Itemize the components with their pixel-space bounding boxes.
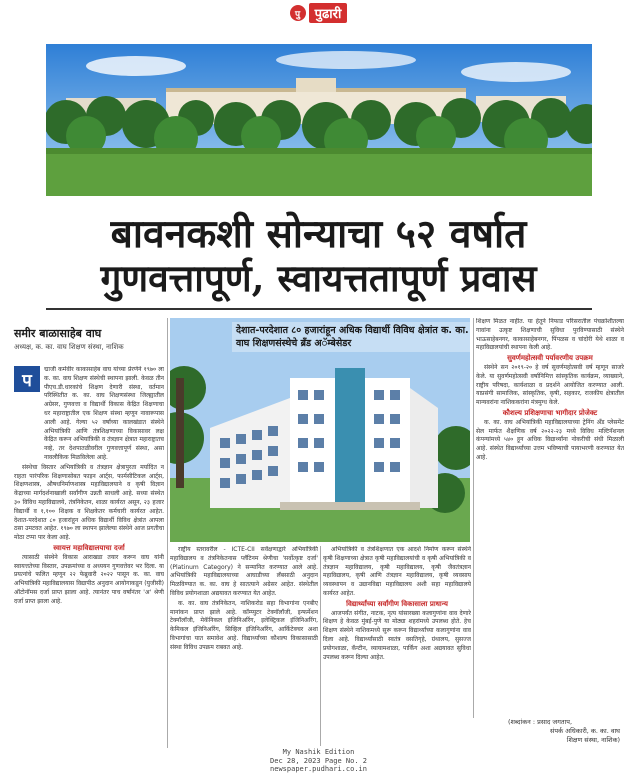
paragraph: द्माजी कर्मवीर काकासाहेब वाघ यांच्या प्रेरणेने १९७० ला क. का. वाघ शिक्षण संस्थेची स्थापना झाली. केवळ तीन पीएच.डी.धारकांचे शिक्षण देणारी संस्था, वर्तमान परिस्थितीत क. का. वाघ शिक्षणसंस्था जिल्ह्यातील अग्रेसर, गुणवत्ता व विद्यार्थी विकास केंद्रित शिक्षणाचा धर महाराष्ट्रातील एक शिक्षण संस्था म्हणून नावारूपास आली आहे. गेल्या ५२ वर्षांच्या कालखंडात संस्थेने अभियांत्रिकी आणि तंत्रशिक्षणाच्या विकासावर लक्ष केंद्रित करून अभियांत्रिकी व तंत्रज्ञान क्षेत्रात महाराष्ट्रातच नव्हे, तर देशपातळीवरील गुणवत्तापूर्ण संस्था, असा नावलौकिक मिळविलेला आहे. [44, 366, 164, 461]
article-column-1 [14, 366, 164, 742]
headline-line-1: बावनकशी सोन्याचा ५२ वर्षात [110, 211, 527, 257]
paragraph: संस्थेचा विस्तार अभियांत्रिकी व तंत्रज्ञान क्षेत्रापुरता मर्यादित न राहता पारंपरिक शिक्षणासोबत फाइन आर्ट्स, फार्मसीटिकल आर्ट्स, शिक्षणशास्त्र, औषधनिर्माणशास्त्र महाविद्यालयाने व कृषी विज्ञान केंद्राच्या मार्गदर्शनाखाली सर्वांगीण उन्नती साधली आहे. सध्या संस्थेत ३० विविध महाविद्यालये, तंत्रनिकेतन, शाळा कार्यरत असून, २३ हजार विद्यार्थी व १,१०० शिक्षक व शिक्षकेतर कर्मचारी कार्यरत आहेत. देशात-परदेशात ८० हजारांहून अधिक विद्यार्थी विविध क्षेत्रांत आपला ठसा उमटवत आहेत. १९७० ला स्थापन झालेल्या संस्थेने आज प्रगतीचा मोठा टप्पा पार केला आहे. [14, 463, 164, 542]
edition-url[interactable]: newspaper.pudhari.co.in [270, 765, 367, 773]
section-subhead: कौशल्य प्रशिक्षणाचा भागीदार प्रोजेक्ट [502, 408, 598, 417]
article-column-2 [170, 546, 318, 746]
paragraph: आजपर्यंत संगीत, नाटक, नृत्य यांसारख्या कलागुणांना वाव देणारे शिक्षण हे केवळ मुंबई-पुणे या मोठ्या शहरांमध्ये उपलब्ध होते. हेच शिक्षण संस्थेने नाशिकमध्ये सुरू करून विद्यार्थ्यांच्या कलागुणांना वाव दिला आहे. विद्यार्थ्यांसाठी स्वतंत्र वसतिगृहे, ग्रंथालय, सुसज्ज प्रयोगशाळा, कॅन्टीन, व्यायामशाळा, पार्किंग अशा अद्ययावत सुविधा उपलब्ध करून दिल्या आहेत. [323, 609, 471, 661]
article-column-3 [323, 546, 471, 746]
headline-line-2: गुणवत्तापूर्ण, स्वायत्ततापूर्ण प्रवास [100, 256, 537, 300]
drop-cap: प [14, 366, 40, 392]
headline-rule [46, 308, 592, 310]
paragraph: राष्ट्रीय स्तरावरील - ICTE-CII सर्वेक्षणाद्वारे अभियांत्रिकी महाविद्यालय व तंत्रनिकेतनास प्लॅटिनम श्रेणीचा 'सर्वोत्कृष्ट दर्जा' (Platinum Category) ने सन्मानित करण्यात आले आहे. अभियांत्रिकी महाविद्यालयाच्या आघाडीच्या लॅबसाठी अनुदान मिळविण्यात क. का. वाघ हे सातत्याने अग्रेसर आहेत. संस्थेतील विविध प्रयोगशाळा अद्ययावत करण्यात येत आहेत. [170, 546, 318, 597]
paragraph: अभियांत्रिकी व तंत्रशिक्षणात एक आदर्श निर्माण करून संस्थेने कृषी शिक्षणाच्या क्षेत्रात कृषी महाविद्यालयांची व कृषी अभियांत्रिकी व तंत्रज्ञान महाविद्यालय, कृषी महाविद्यालय, कृषी जैवतंत्रज्ञान महाविद्यालय, कृषी आणि तंत्रज्ञान महाविद्यालय, कृषी व्यवसाय व्यवस्थापन व उद्यानविद्या महाविद्यालय अशी सहा महाविद्यालये कार्यरत आहेत. [323, 546, 471, 597]
campus-photo [46, 44, 592, 196]
edition-footer [0, 748, 637, 774]
credit-line-1: (शब्दांकन : प्रसाद जगताप, [507, 718, 573, 726]
credit-line-3: शिक्षण संस्था, नाशिक) [566, 736, 620, 744]
paragraph: क. का. वाघ तंत्रनिकेतन, नाशिकरोड सहा विभागांना एनबीए मानांकन प्राप्त झाले आहे. कॉम्प्युटर टेक्नॉलॉजी, इन्फर्मेशन टेक्नॉलॉजी, मेकॅनिकल इंजिनिअरिंग, इलेक्ट्रिकल इंजिनिअरिंग, केमिकल इंजिनिअरिंग, सिव्हिल इंजिनिअरिंग, आर्किटेक्चर अशा विभागांचा यात समावेश आहे. विद्यार्थ्यांच्या कौशल्य विकासासाठी संस्था विविध उपक्रम राबवत आहे. [170, 599, 318, 651]
article-column-4 [476, 318, 624, 714]
column-divider [320, 546, 321, 746]
author-name: समीर बाळासाहेब वाघ [14, 327, 102, 340]
section-subhead: स्वायत्त महाविद्यालयाचा दर्जा [53, 543, 125, 552]
paragraph: संस्थेने सन २०१९-२० हे वर्ष सुवर्णमहोत्सवी वर्ष म्हणून साजरे केले. या सुवर्णमहोत्सवी वर्षानिमित्त सांस्कृतिक कार्यक्रम, व्याख्याने, राष्ट्रीय परिषदा, कार्यशाळा व प्रदर्शने आयोजित करण्यात आली. याप्रसंगी सामाजिक, सांस्कृतिक, कृषी, सहकार, राजकीय क्षेत्रातील मान्यवरांना नाशिककरांना मंत्रमुग्ध केले. [476, 363, 624, 407]
edition-name: My Nashik Edition [282, 748, 355, 756]
edition-date: Dec 28, 2023 Page No. 2 [270, 756, 367, 765]
credit-line-2: संपर्क अधिकारी, क. का. वाघ [549, 727, 620, 735]
paragraph: शिक्षण मिळत नाहीत. या हेतूने निफाड परिसरातील पंचक्रोशीतल्या गावांना उत्कृष्ट शिक्षणाची सुविधा पुरविण्यासाठी संस्थेने भाऊसाहेबनगर, काकासाहेबनगर, पिंपळस व चांदोरी येथे शाळा व महाविद्यालयांची स्थापना केली आहे. [476, 318, 624, 352]
section-subhead: सुवर्णमहोत्सवी पर्यावरणीय उपक्रम [507, 354, 593, 363]
pudhari-logo[interactable] [290, 3, 348, 23]
section-subhead: विद्यार्थ्यांच्या सर्वांगीण विकासाला प्राधान्य [346, 599, 448, 608]
logo-mark-icon: पु [290, 5, 306, 21]
column-divider [167, 318, 168, 748]
headline [0, 212, 637, 300]
masthead [0, 0, 637, 26]
logo-text: पुढारी [309, 3, 348, 23]
campus-illustration [46, 44, 592, 196]
paragraph: क. का. वाघ अभियांत्रिकी महाविद्यालयाच्या ट्रेनिंग अँड प्लेसमेंट सेल मार्फत शैक्षणिक वर्ष २०२२-२३ मध्ये विविध मल्टिनॅशनल कंपन्यांमध्ये ५४० हून अधिक विद्यार्थ्यांना नोकरीची संधी मिळाली आहे. संस्थेत विद्यार्थ्यांच्या उत्तम भविष्याची पायाभरणी करण्यात येत आहे. [476, 418, 624, 461]
column-divider [473, 318, 474, 718]
author-block [14, 326, 164, 352]
author-role: अध्यक्ष, क. का. वाघ शिक्षण संस्था, नाशिक [14, 343, 124, 351]
feature-callout: देशात-परदेशात ८० हजारांहून अधिक विद्यार्थी विविध क्षेत्रांत क. का. वाघ शिक्षणसंस्थेचे ब्रँड अॅम्बेसेडर [232, 322, 476, 352]
credit-note [460, 718, 620, 745]
paragraph: त्यासाठी संस्थेने विकास आराखडा तयार करून वाघ यांनी स्वायत्ततेच्या विस्तार, उपक्रमांच्या व अध्ययन गुणवत्तेवर भर दिला. या प्रयत्नांचे फलित म्हणून २२ फेब्रुवारी २०२२ पासून क. का. वाघ अभियांत्रिकी महाविद्यालयास विद्यापीठ अनुदान आयोगाकडून (युजीसी) ऑटोनॉमस दर्जा प्राप्त झाला आहे. त्यानंतर पाच वर्षांनंतर 'अ' श्रेणी दर्जा प्राप्त झाला आहे. [14, 553, 164, 605]
